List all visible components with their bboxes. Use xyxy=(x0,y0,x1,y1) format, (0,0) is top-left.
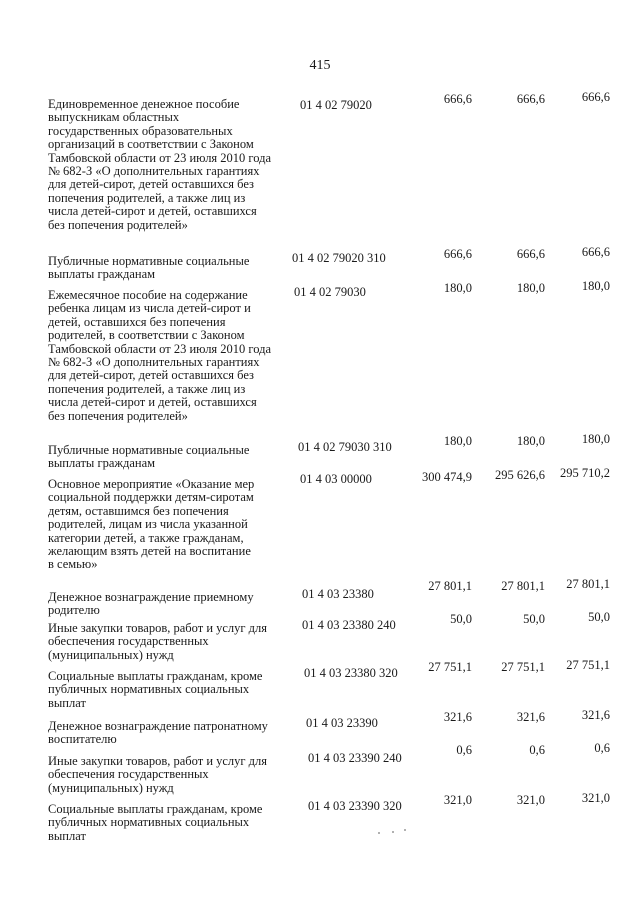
scan-speck xyxy=(378,832,380,834)
amount-year-2: 50,0 xyxy=(523,612,545,626)
amount-year-3: 180,0 xyxy=(581,279,610,293)
budget-code: 01 4 03 23380 xyxy=(302,587,374,601)
amount-year-3: 27 801,1 xyxy=(566,577,610,591)
budget-code: 01 4 03 23390 320 xyxy=(308,799,402,813)
amount-year-3: 666,6 xyxy=(581,90,610,104)
budget-code: 01 4 03 23380 320 xyxy=(304,666,398,680)
amount-year-2: 0,6 xyxy=(529,743,545,757)
amount-year-1: 321,0 xyxy=(443,793,472,807)
amount-year-3: 321,0 xyxy=(581,791,610,805)
budget-code: 01 4 02 79030 310 xyxy=(298,440,392,454)
amount-year-3: 666,6 xyxy=(581,245,610,259)
amount-year-1: 666,6 xyxy=(443,92,472,106)
scan-speck xyxy=(392,831,394,833)
amount-year-2: 295 626,6 xyxy=(495,468,545,482)
amount-year-2: 666,6 xyxy=(516,247,545,261)
amount-year-1: 50,0 xyxy=(450,612,472,626)
amount-year-1: 180,0 xyxy=(443,434,472,448)
amount-year-2: 321,0 xyxy=(516,793,545,807)
budget-code: 01 4 02 79020 xyxy=(300,98,372,112)
amount-year-2: 321,6 xyxy=(516,710,545,724)
budget-code: 01 4 03 00000 xyxy=(300,472,372,486)
amount-year-2: 180,0 xyxy=(516,434,545,448)
amount-year-2: 27 751,1 xyxy=(501,660,545,674)
amount-year-1: 0,6 xyxy=(456,743,472,757)
amount-year-3: 321,6 xyxy=(581,708,610,722)
budget-code: 01 4 02 79030 xyxy=(294,285,366,299)
amount-year-3: 180,0 xyxy=(581,432,610,446)
amount-year-2: 180,0 xyxy=(516,281,545,295)
scan-speck xyxy=(404,829,406,831)
row-description: Публичные нормативные социальные выплаты гражданам xyxy=(48,443,250,471)
amount-year-1: 321,6 xyxy=(443,710,472,724)
row-description: Публичные нормативные социальные выплаты гражданам xyxy=(48,254,250,282)
amount-year-1: 300 474,9 xyxy=(422,470,472,484)
row-description: Социальные выплаты гражданам, кроме публичных нормативных социальных выплат xyxy=(48,802,263,843)
row-description: Денежное вознаграждение приемному родителю xyxy=(48,590,254,618)
row-description: Ежемесячное пособие на содержание ребенка лицам из числа детей-сирот и детей, оставшихся без попечения родителей, в соответствии с Законом Тамбовской области от 23 июля 2010 года № 682-З «О дополнительных гарантиях для детей-сирот, детей оставшихся без попечения родителей, а также лиц из числа детей-сирот и детей, оставшихся без попечения родителей» xyxy=(48,288,272,423)
row-description: Денежное вознаграждение патронатному воспитателю xyxy=(48,719,268,747)
budget-code: 01 4 03 23390 xyxy=(306,716,378,730)
amount-year-1: 27 751,1 xyxy=(428,660,472,674)
amount-year-3: 295 710,2 xyxy=(560,466,610,480)
budget-code: 01 4 03 23380 240 xyxy=(302,618,396,632)
page-number: 415 xyxy=(309,58,331,73)
row-description: Иные закупки товаров, работ и услуг для обеспечения государственных (муниципальных) нужд xyxy=(48,754,268,795)
amount-year-1: 666,6 xyxy=(443,247,472,261)
budget-code: 01 4 02 79020 310 xyxy=(292,251,386,265)
amount-year-3: 50,0 xyxy=(588,610,610,624)
row-description: Основное мероприятие «Оказание мер социальной поддержки детям-сиротам детям, оставшимся без попечения родителей, лицам из числа указанной категории детей, а также гражданам, желающим взять детей на воспитание в семью» xyxy=(48,477,255,572)
amount-year-3: 0,6 xyxy=(594,741,610,755)
row-description: Социальные выплаты гражданам, кроме публичных нормативных социальных выплат xyxy=(48,669,263,710)
amount-year-1: 27 801,1 xyxy=(428,579,472,593)
row-description: Иные закупки товаров, работ и услуг для обеспечения государственных (муниципальных) нужд xyxy=(48,621,268,662)
budget-code: 01 4 03 23390 240 xyxy=(308,751,402,765)
amount-year-3: 27 751,1 xyxy=(566,658,610,672)
amount-year-2: 666,6 xyxy=(516,92,545,106)
row-description: Единовременное денежное пособие выпускникам областных государственных образовательных организаций в соответствии с Законом Тамбовской области от 23 июля 2010 года № 682-З «О дополнительных гарантиях для детей-сирот, детей оставшихся без попечения родителей, а также лиц из числа детей-сирот и детей, оставшихся без попечения родителей» xyxy=(48,97,272,232)
amount-year-1: 180,0 xyxy=(443,281,472,295)
amount-year-2: 27 801,1 xyxy=(501,579,545,593)
